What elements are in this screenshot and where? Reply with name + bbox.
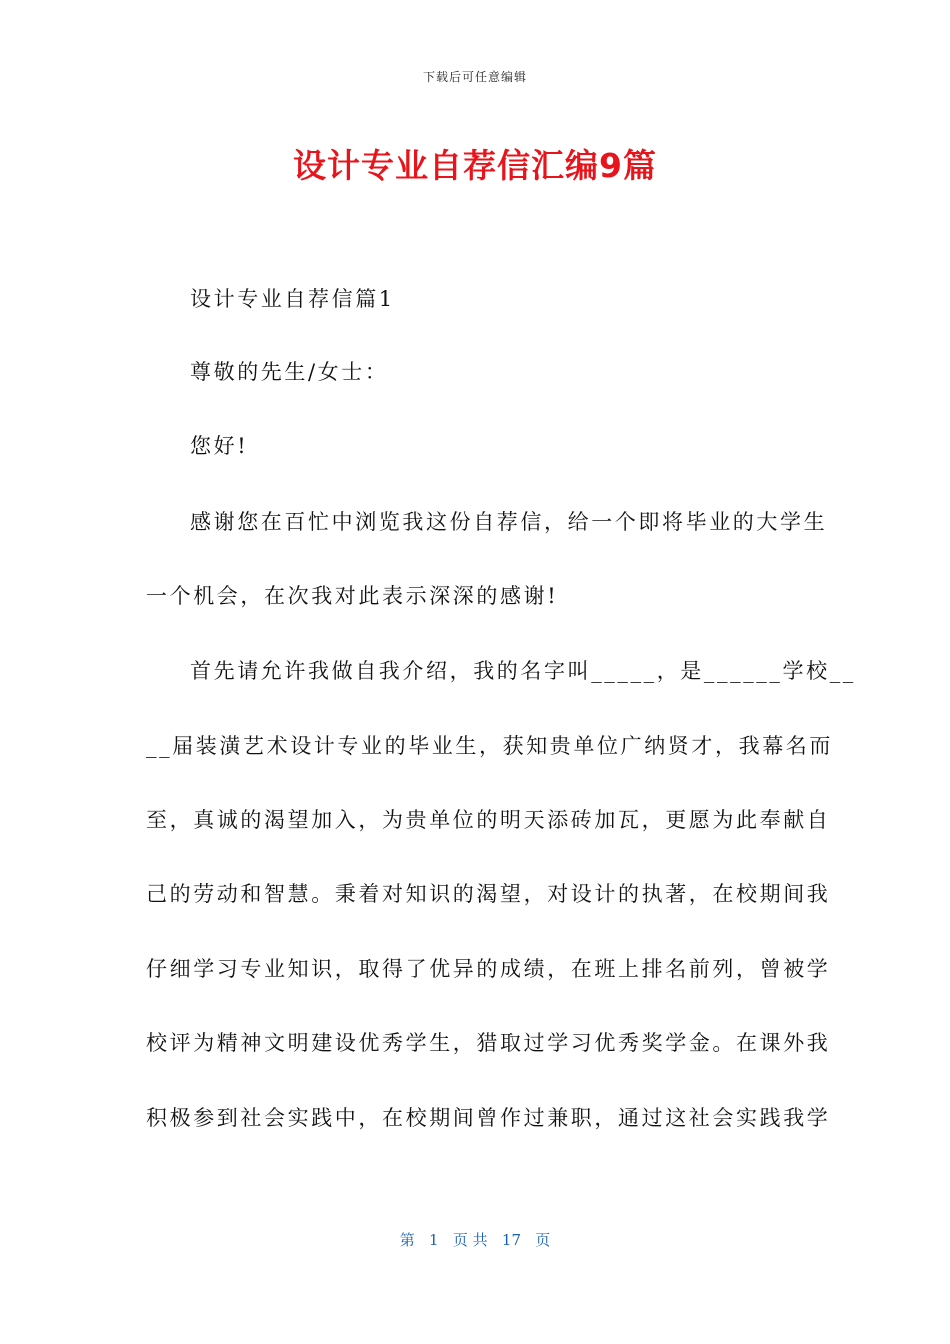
header-note: 下载后可任意编辑 (422, 70, 527, 84)
document-title: 设计专业自荐信汇编9篇 (293, 146, 657, 185)
body-line-8: 校评为精神文明建设优秀学生，猎取过学习优秀奖学金。在课外我 (146, 1031, 831, 1055)
body-line-5: 至，真诚的渴望加入，为贵单位的明天添砖加瓦，更愿为此奉献自 (146, 808, 831, 832)
body-line-9: 积极参到社会实践中，在校期间曾作过兼职，通过这社会实践我学 (146, 1106, 831, 1130)
body-line-6: 己的劳动和智慧。秉着对知识的渴望，对设计的执著，在校期间我 (146, 882, 831, 906)
section-heading: 设计专业自荐信篇1 (190, 287, 395, 311)
page-number-footer: 第 1 页 共 17 页 (399, 1231, 551, 1249)
body-line-4: __届装潢艺术设计专业的毕业生，获知贵单位广纳贤才，我幕名而 (146, 734, 833, 758)
body-line-1: 感谢您在百忙中浏览我这份自荐信，给一个即将毕业的大学生 (190, 510, 828, 534)
body-line-2: 一个机会，在次我对此表示深深的感谢! (146, 584, 559, 608)
body-line-3: 首先请允许我做自我介绍，我的名字叫_____，是______学校__ (190, 659, 856, 683)
greeting: 您好! (190, 434, 249, 458)
body-line-7: 仔细学习专业知识，取得了优异的成绩，在班上排名前列，曾被学 (146, 957, 831, 981)
salutation: 尊敬的先生/女士： (190, 360, 389, 384)
